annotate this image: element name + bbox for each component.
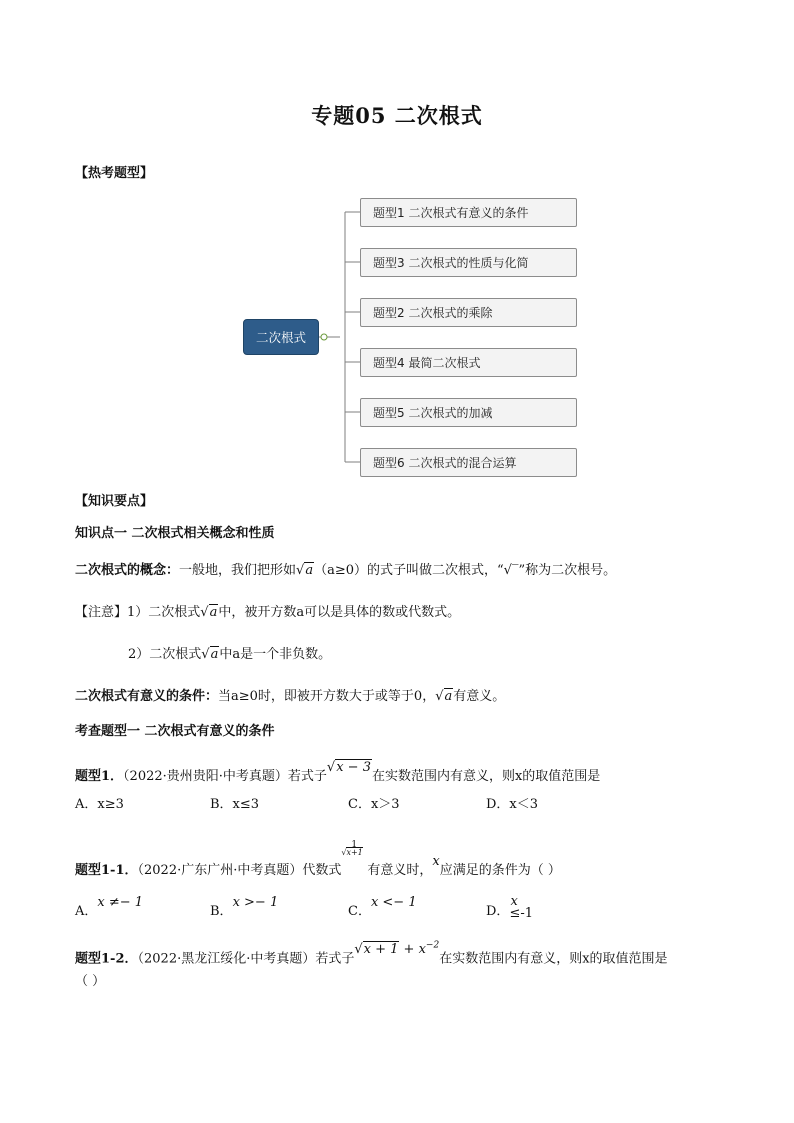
q11-option-d (486, 894, 533, 921)
meaning-text: 当a≥0时，即被开方数大于或等于0， (218, 689, 436, 704)
mindmap-root-node (243, 319, 319, 355)
note-1 (75, 604, 460, 622)
fraction-denominator: √x+1 (341, 848, 363, 857)
concept-text: ”称为二次根号。 (518, 563, 617, 578)
q11-option-c (348, 895, 417, 921)
variable-x: x (432, 854, 440, 869)
option-expression: x <− 1 (370, 895, 417, 910)
concept-label: 二次根式的概念： (75, 563, 180, 578)
mindmap-node-type2 (360, 298, 577, 327)
sqrt-a: √a (200, 605, 218, 620)
mindmap-node-type5 (360, 398, 577, 427)
question-source: （2022·贵州贵阳·中考真题）若式子 (123, 769, 327, 784)
mindmap-node-type4 (360, 348, 577, 377)
option-letter: C． (348, 904, 371, 919)
mindmap-root-label: 二次根式 (255, 330, 306, 345)
note-2 (128, 646, 331, 664)
concept-condition: （a≥0） (314, 563, 368, 578)
sqrt-symbol: √‾ (503, 563, 519, 578)
note-text: 中，被开方数a可以是具体的数或代数式。 (218, 605, 461, 620)
question-label: 题型1-2． (75, 951, 138, 967)
fraction-numerator: 1 (351, 840, 358, 850)
option-expression: x (510, 894, 518, 909)
question-source: （2022·黑龙江绥化·中考真题）若式子 (137, 951, 355, 967)
fraction-expression (341, 840, 367, 874)
question-label: 题型1． (75, 769, 124, 784)
meaning-label: 二次根式有意义的条件： (75, 689, 219, 704)
q1-option-c: C．x＞3 (348, 797, 400, 812)
sqrt-a: √a (296, 563, 314, 578)
exam-type-heading: 考查题型一 二次根式有意义的条件 (75, 724, 275, 739)
knowledge-point-1-heading: 知识点一 二次根式相关概念和性质 (75, 526, 275, 541)
note-prefix: 2）二次根式 (128, 647, 202, 662)
option-expression: x ≠− 1 (97, 895, 144, 910)
mindmap-node-type3 (360, 248, 577, 277)
expression-exponent: −2 (425, 941, 440, 951)
question-source: （2022·广东广州·中考真题）代数式 (137, 863, 342, 878)
q1-option-b: B．x≤3 (210, 797, 260, 812)
sqrt-a: √a (201, 647, 219, 662)
mindmap-node-label: 题型1 二次根式有意义的条件 (373, 206, 529, 220)
radicand: a (444, 689, 453, 704)
note-text: 中a是一个非负数。 (219, 647, 332, 662)
option-letter: A． (75, 904, 98, 919)
question-1 (75, 760, 601, 786)
page-title: 专题05 二次根式 (311, 103, 483, 128)
question-text: 在实数范围内有意义，则x的取值范围是 (371, 769, 601, 784)
q11-option-b (210, 895, 279, 921)
sqrt-a: √a (435, 689, 453, 704)
concept-paragraph (75, 562, 616, 580)
concept-text: 一般地，我们把形如 (179, 563, 297, 578)
mindmap-node-label: 题型3 二次根式的性质与化简 (373, 256, 529, 270)
mindmap-node-type6 (360, 448, 577, 477)
concept-text: 的式子叫做二次根式，“ (367, 563, 504, 578)
meaning-tail: 有意义。 (453, 689, 506, 704)
question-text: 应满足的条件为（ ） (439, 863, 561, 878)
knowledge-heading: 【知识要点】 (75, 494, 154, 509)
mindmap-node-label: 题型4 最简二次根式 (373, 356, 481, 370)
question-text: 有意义时， (367, 863, 433, 878)
radicand: x+1 (346, 848, 363, 857)
mindmap-node-label: 题型6 二次根式的混合运算 (373, 456, 517, 470)
option-letter: D． (486, 904, 510, 919)
question-1-2 (75, 941, 668, 968)
question-text: 在实数范围内有意义，则x的取值范围是 (439, 951, 668, 967)
mindmap-node-type1 (360, 198, 577, 227)
q1-option-a: A．x≥3 (75, 797, 124, 812)
q1-option-d: D．x＜3 (486, 797, 539, 812)
hot-types-heading: 【热考题型】 (75, 166, 154, 181)
expression-term: + x (399, 942, 426, 958)
option-expression: x >− 1 (232, 895, 279, 910)
option-letter: B． (210, 904, 233, 919)
mindmap-node-label: 题型5 二次根式的加减 (373, 406, 493, 420)
q11-option-a (75, 895, 144, 921)
option-suffix: ≤-1 (509, 906, 533, 921)
question-1-1 (75, 840, 561, 880)
radicand: a (209, 605, 218, 620)
radicand: x + 1 (363, 942, 399, 958)
meaning-condition (75, 688, 505, 706)
radicand: a (305, 563, 314, 578)
mindmap-node-label: 题型2 二次根式的乘除 (373, 306, 493, 320)
question-label: 题型1-1． (75, 863, 138, 878)
radicand: a (210, 647, 219, 662)
sqrt-expression: √x − 3 (326, 760, 371, 775)
radicand: x − 3 (336, 760, 371, 775)
note-prefix: 【注意】1）二次根式 (75, 605, 201, 620)
question-expression: $√x + 1 + x^{-2}$ (354, 941, 440, 958)
q12-answer-paren: （ ） (75, 974, 106, 989)
